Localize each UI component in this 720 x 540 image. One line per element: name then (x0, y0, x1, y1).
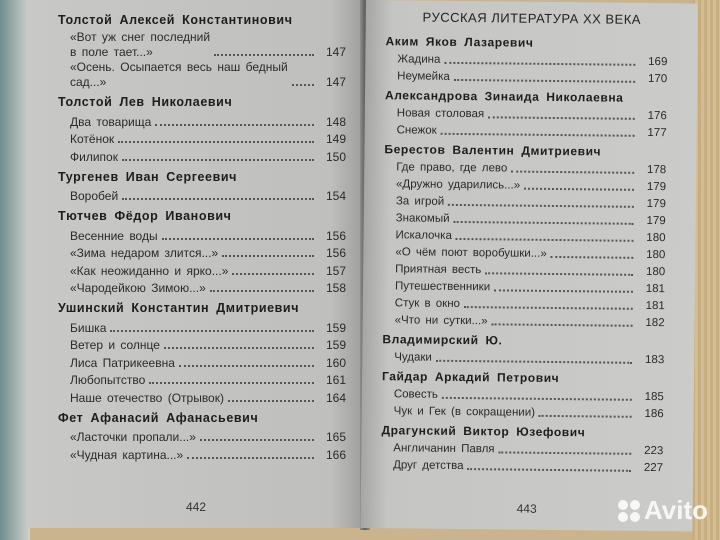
dot-leader (441, 133, 635, 137)
toc-entry (70, 187, 346, 205)
toc-entry (395, 294, 665, 314)
entry-title: Неумейка (397, 70, 450, 83)
author-heading: Толстой Алексей Константинович (58, 13, 293, 27)
entry-title: Англичанин Павля (393, 442, 495, 456)
dot-leader (222, 255, 314, 257)
entry-page: 156 (325, 246, 346, 260)
dot-leader (454, 221, 634, 225)
dot-leader (232, 273, 314, 275)
toc-entry (396, 175, 666, 195)
watermark-text: Avito (643, 495, 708, 525)
author-heading: Фет Афанасий Афанасьевич (58, 410, 259, 425)
toc-entry (70, 428, 346, 446)
dot-leader (118, 141, 314, 143)
entry-title: «Ласточки пропали...» (70, 430, 196, 444)
entry-page: 148 (325, 114, 346, 129)
running-header: РУССКАЯ ЛИТЕРАТУРА XX ВЕКА (422, 9, 642, 27)
entry-page: 179 (646, 214, 666, 228)
author-heading: Александрова Зинаида Николаевна (384, 88, 624, 105)
entry-page: 180 (646, 231, 666, 245)
entry-title: «Что ни сутки...» (394, 314, 488, 328)
entry-page: 176 (647, 109, 667, 123)
dot-leader (444, 62, 635, 66)
dot-leader (448, 204, 634, 208)
toc-entry (395, 311, 665, 331)
entry-title: Новая столовая (396, 107, 485, 121)
toc-entry (70, 371, 346, 389)
entry-page: 180 (645, 265, 666, 279)
dot-leader (210, 290, 314, 292)
watermark (618, 495, 708, 526)
author-heading: Тютчев Фёдор Иванович (58, 209, 232, 223)
toc-entry (396, 192, 666, 212)
toc-entry (395, 226, 665, 246)
entry-title: Жадина (397, 53, 441, 66)
entry-title: «О чём поют воробушки...» (395, 246, 547, 260)
dot-leader (292, 84, 314, 86)
toc-entry (397, 104, 667, 124)
entry-page: 149 (325, 132, 346, 146)
toc-entry (70, 353, 346, 371)
toc-entry (70, 261, 346, 279)
toc-entry (394, 385, 664, 405)
entry-title: «Чародейкою Зимою...» (70, 281, 206, 295)
dot-leader (551, 256, 634, 259)
dot-leader (511, 171, 634, 174)
author-heading: Ушинский Константин Дмитриевич (58, 301, 300, 315)
left-page (28, 0, 364, 528)
entry-title: Совесть (393, 388, 439, 401)
dot-leader (485, 272, 633, 276)
dot-leader (200, 439, 314, 441)
entry-page: 181 (645, 299, 665, 313)
dot-leader (442, 397, 632, 401)
dot-leader (228, 400, 314, 402)
entry-title: «Осень. Осыпается весь наш бедный сад...» (70, 60, 288, 89)
right-page (360, 0, 698, 531)
toc-entry (70, 60, 346, 90)
entry-page: 178 (646, 163, 667, 177)
dot-leader (456, 238, 634, 242)
toc-entry (393, 456, 663, 476)
dot-leader (454, 79, 635, 83)
dot-leader (164, 347, 314, 349)
entry-page: 182 (645, 316, 665, 330)
dot-leader (468, 468, 632, 472)
entry-page: 159 (325, 320, 346, 335)
page-number: 442 (185, 500, 207, 514)
entry-page: 180 (646, 248, 666, 262)
entry-page: 147 (325, 45, 346, 59)
author-heading: Толстой Лев Николаевич (58, 95, 233, 109)
dot-leader (179, 365, 314, 367)
entry-page: 183 (644, 353, 665, 367)
entry-title: Чук и Гек (в сокращении) (393, 405, 536, 419)
entry-page: 223 (644, 444, 664, 458)
entry-page: 166 (325, 447, 346, 462)
toc-entry (70, 226, 346, 244)
entry-title: Где право, где лево (396, 161, 508, 175)
entry-title: Два товарища (70, 114, 152, 129)
toc-entry (397, 121, 667, 141)
entry-title: «Чудная картина...» (70, 447, 184, 462)
entry-page: 156 (325, 228, 346, 243)
dot-leader (524, 188, 634, 191)
entry-page: 227 (643, 461, 664, 475)
entry-page: 177 (647, 126, 667, 140)
entry-page: 147 (325, 75, 346, 89)
entry-title: Бишка (70, 320, 107, 335)
dot-leader (492, 323, 633, 326)
entry-title: Ветер и солнце (70, 338, 160, 352)
entry-page: 150 (325, 149, 346, 164)
entry-title: «Зима недаром злится...» (70, 246, 219, 260)
avito-logo-icon (618, 500, 640, 522)
entry-title: Стук в окно (394, 297, 461, 311)
dot-leader (214, 54, 314, 56)
dot-leader (494, 289, 633, 292)
toc-entry (395, 243, 665, 263)
toc-entry (70, 388, 346, 406)
entry-page: 179 (646, 180, 667, 194)
page-number: 443 (516, 501, 537, 516)
dot-leader (122, 198, 314, 200)
dot-leader (499, 451, 632, 454)
entry-page: 158 (325, 281, 346, 295)
entry-page: 159 (325, 338, 346, 352)
toc-entry (70, 318, 346, 336)
toc-entry (70, 279, 346, 297)
entry-title: Весенние воды (70, 228, 158, 243)
dot-leader (539, 415, 632, 418)
author-heading: Гайдар Аркадий Петрович (381, 369, 560, 386)
dot-leader (155, 124, 314, 126)
toc-entry (70, 147, 346, 165)
entry-title: Воробей (70, 189, 119, 203)
entry-title: Знакомый (395, 212, 450, 225)
entry-title: «Как неожиданно и ярко...» (70, 263, 229, 278)
toc-entry (397, 67, 667, 87)
entry-title: Любопытство (70, 373, 146, 387)
entry-page: 157 (325, 263, 346, 278)
entry-page: 170 (647, 72, 668, 86)
toc-entry (70, 336, 346, 354)
toc-entry (396, 209, 666, 229)
dot-leader (162, 238, 314, 240)
right-toc (381, 30, 668, 476)
toc-entry (70, 244, 346, 262)
toc-entry (394, 348, 664, 368)
toc-entry (395, 260, 665, 280)
toc-entry (396, 158, 666, 178)
dot-leader (187, 457, 314, 459)
entry-page: 186 (644, 407, 664, 421)
entry-page: 169 (648, 55, 668, 69)
entry-title: Чудаки (394, 351, 432, 364)
entry-title: «Дружно ударились...» (396, 178, 521, 192)
entry-page: 164 (325, 390, 346, 405)
toc-entry (70, 30, 346, 60)
toc-entry (395, 277, 665, 297)
dot-leader (436, 360, 632, 364)
toc-entry (70, 445, 346, 463)
entry-title: «Вот уж снег последний в поле тает...» (70, 30, 211, 59)
dot-leader (149, 382, 314, 384)
entry-page: 154 (325, 189, 346, 203)
entry-title: Лиса Патрикеевна (70, 355, 175, 370)
author-heading: Владимирский Ю. (382, 332, 503, 348)
dot-leader (488, 116, 635, 120)
dot-leader (464, 306, 633, 310)
toc-entry (393, 439, 663, 459)
entry-page: 161 (325, 373, 346, 387)
entry-page: 165 (325, 430, 346, 444)
author-heading: Аким Яков Лазаревич (385, 34, 534, 50)
entry-title: За игрой (395, 195, 445, 208)
entry-page: 179 (646, 197, 666, 211)
toc-entry (397, 50, 667, 70)
entry-title: Наше отечество (Отрывок) (70, 390, 224, 405)
entry-title: Друг детства (393, 459, 464, 473)
author-heading: Тургенев Иван Сергеевич (58, 169, 238, 184)
toc-entry (394, 402, 664, 422)
entry-page: 185 (644, 390, 664, 404)
dot-leader (122, 159, 314, 161)
entry-title: Снежок (396, 124, 437, 137)
book-cover-edge (0, 0, 30, 540)
entry-page: 160 (325, 355, 346, 370)
entry-title: Котёнок (70, 132, 115, 146)
entry-title: Путешественники (394, 280, 491, 294)
entry-title: Искалочка (395, 229, 452, 242)
toc-entry (70, 112, 346, 130)
entry-page: 181 (645, 282, 666, 296)
toc-entry (70, 130, 346, 148)
entry-title: Приятная весть (395, 263, 482, 277)
author-heading: Драгунский Виктор Юзефович (381, 423, 586, 440)
entry-title: Филипок (70, 149, 118, 164)
author-heading: Берестов Валентин Дмитриевич (384, 142, 602, 159)
left-toc (58, 8, 346, 463)
dot-leader (110, 330, 314, 332)
